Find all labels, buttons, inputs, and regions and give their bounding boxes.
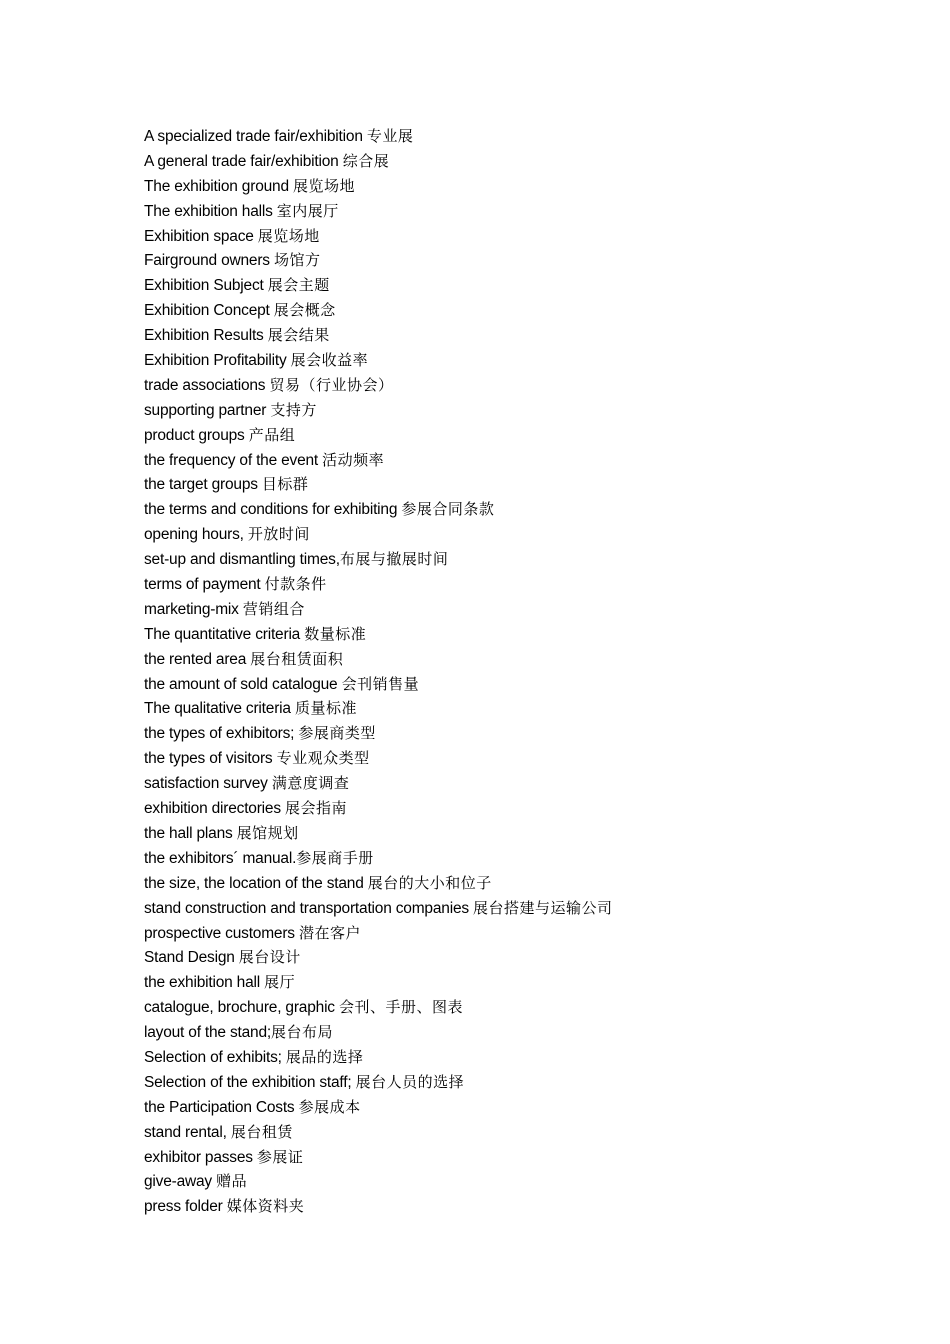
term-chinese: 满意度调查: [271, 774, 350, 793]
glossary-entry: [144, 921, 613, 946]
term-english: Selection of exhibits;: [144, 1048, 286, 1066]
term-chinese: 展台的大小和位子: [367, 873, 492, 892]
term-english: Exhibition space: [144, 227, 258, 245]
glossary-entry: [144, 248, 613, 273]
term-chinese: 展台租赁面积: [250, 649, 344, 668]
glossary-entry: [144, 348, 613, 373]
term-english: exhibition directories: [144, 800, 286, 818]
term-chinese: 展会指南: [285, 799, 348, 818]
glossary-entry: [144, 572, 613, 597]
term-chinese: 开放时间: [247, 525, 310, 544]
glossary-entry: [144, 696, 613, 721]
term-english: satisfaction survey: [144, 775, 272, 793]
term-chinese: 参展合同条款: [401, 500, 495, 519]
glossary-entry: [144, 522, 613, 547]
term-english: supporting partner: [144, 401, 271, 419]
term-chinese: 贸易（行业协会）: [269, 375, 394, 394]
term-chinese: 展览场地: [257, 226, 320, 245]
term-english: opening hours,: [144, 526, 248, 544]
term-chinese: 活动频率: [322, 450, 385, 469]
term-chinese: 媒体资料夹: [226, 1197, 305, 1216]
glossary-entry: [144, 273, 613, 298]
term-english: the amount of sold catalogue: [144, 675, 342, 693]
term-chinese: 展会收益率: [290, 351, 369, 370]
term-english: the terms and conditions for exhibiting: [144, 501, 402, 519]
term-chinese: 展台布局: [270, 1023, 333, 1042]
term-english: terms of payment: [144, 576, 265, 594]
glossary-entry: [144, 970, 613, 995]
term-chinese: 参展商手册: [296, 848, 374, 867]
term-chinese: 展会结果: [267, 326, 330, 345]
term-english: press folder: [144, 1198, 227, 1216]
term-chinese: 展览场地: [292, 176, 355, 195]
glossary-entry: [144, 995, 613, 1020]
term-english: Exhibition Concept: [144, 302, 274, 320]
term-chinese: 综合展: [342, 151, 390, 170]
term-english: the frequency of the event: [144, 451, 323, 469]
glossary-entry: [144, 647, 613, 672]
glossary-entry: [144, 547, 613, 572]
glossary-entry: [144, 1045, 613, 1070]
term-english: the size, the location of the stand: [144, 874, 368, 892]
term-english: Fairground owners: [144, 252, 274, 270]
glossary-entry: [144, 323, 613, 348]
term-chinese: 会刊、手册、图表: [338, 998, 463, 1017]
term-english: Exhibition Subject: [144, 277, 268, 295]
term-english: the exhibition hall: [144, 974, 265, 992]
glossary-entry: [144, 149, 613, 174]
term-chinese: 场馆方: [273, 251, 321, 270]
term-english: prospective customers: [144, 924, 299, 942]
glossary-entry: [144, 672, 613, 697]
term-english: The quantitative criteria: [144, 625, 305, 643]
term-english: the target groups: [144, 476, 262, 494]
term-chinese: 展台设计: [238, 948, 301, 967]
term-chinese: 展台搭建与运输公司: [473, 898, 613, 917]
term-chinese: 产品组: [248, 425, 296, 444]
glossary-entry: [144, 771, 613, 796]
term-chinese: 潜在客户: [298, 923, 361, 942]
glossary-entry: [144, 746, 613, 771]
glossary-entry: [144, 1169, 613, 1194]
term-english: stand rental,: [144, 1123, 231, 1141]
term-english: A specialized trade fair/exhibition: [144, 128, 367, 145]
term-chinese: 专业展: [366, 127, 414, 145]
term-chinese: 展台人员的选择: [355, 1072, 465, 1091]
glossary-entry: [144, 1020, 613, 1045]
glossary-entry: [144, 846, 613, 871]
term-chinese: 展会主题: [267, 276, 330, 295]
term-chinese: 营销组合: [242, 599, 305, 618]
glossary-entry: [144, 124, 613, 149]
term-english: the Participation Costs: [144, 1098, 299, 1116]
term-chinese: 参展商类型: [298, 724, 376, 743]
term-english: The exhibition halls: [144, 202, 277, 220]
term-english: Exhibition Results: [144, 327, 268, 345]
term-english: the rented area: [144, 650, 251, 668]
term-english: Exhibition Profitability: [144, 352, 291, 370]
term-chinese: 室内展厅: [276, 201, 339, 220]
term-english: The qualitative criteria: [144, 700, 295, 718]
term-english: the exhibitors´ manual.: [144, 849, 297, 867]
term-chinese: 布展与撤展时间: [339, 550, 449, 569]
term-chinese: 质量标准: [294, 699, 357, 718]
glossary-entry: [144, 1145, 613, 1170]
term-chinese: 展厅: [264, 973, 296, 992]
term-english: set-up and dismantling times,: [144, 551, 340, 569]
term-english: Selection of the exhibition staff;: [144, 1073, 356, 1091]
glossary-entry: [144, 1070, 613, 1095]
term-english: trade associations: [144, 376, 270, 394]
term-english: the types of exhibitors;: [144, 725, 299, 743]
term-chinese: 付款条件: [264, 575, 327, 594]
term-chinese: 参展证: [256, 1147, 304, 1166]
term-chinese: 数量标准: [304, 624, 367, 643]
glossary-entry: [144, 398, 613, 423]
glossary-entry: [144, 174, 613, 199]
glossary-entry: [144, 597, 613, 622]
glossary-entry: [144, 945, 613, 970]
term-english: exhibitor passes: [144, 1148, 257, 1166]
glossary-entry: [144, 448, 613, 473]
term-chinese: 目标群: [261, 475, 309, 494]
glossary-entry: [144, 298, 613, 323]
glossary-entry: [144, 821, 613, 846]
term-english: layout of the stand;: [144, 1024, 271, 1042]
term-english: A general trade fair/exhibition: [144, 152, 343, 170]
glossary-entry: [144, 373, 613, 398]
glossary-entry: [144, 1194, 613, 1219]
term-chinese: 支持方: [270, 400, 317, 419]
glossary-entry: [144, 224, 613, 249]
term-chinese: 展台租赁: [230, 1122, 293, 1141]
term-chinese: 展品的选择: [285, 1047, 364, 1066]
glossary-entry: [144, 497, 613, 522]
term-chinese: 展馆规划: [236, 823, 299, 842]
term-chinese: 赠品: [216, 1172, 248, 1191]
glossary-entry: [144, 896, 613, 921]
term-english: product groups: [144, 426, 249, 444]
term-english: give-away: [144, 1173, 217, 1191]
glossary-entry: [144, 622, 613, 647]
glossary-entry: [144, 721, 613, 746]
glossary-entry: [144, 199, 613, 224]
term-chinese: 会刊销售量: [341, 674, 420, 693]
glossary-entry: [144, 1095, 613, 1120]
glossary-entry: [144, 796, 613, 821]
term-chinese: 参展成本: [298, 1097, 361, 1116]
term-english: stand construction and transportation companies: [144, 899, 474, 917]
term-chinese: 展会概念: [273, 301, 336, 320]
term-english: catalogue, brochure, graphic: [144, 999, 339, 1017]
glossary-entry: [144, 1120, 613, 1145]
glossary-entry: [144, 472, 613, 497]
term-english: The exhibition ground: [144, 177, 293, 195]
term-chinese: 专业观众类型: [276, 749, 370, 768]
term-english: marketing-mix: [144, 600, 243, 618]
term-english: the hall plans: [144, 824, 237, 842]
glossary-entry: [144, 871, 613, 896]
glossary-entry: [144, 423, 613, 448]
term-english: the types of visitors: [144, 750, 277, 768]
glossary-list: [144, 124, 613, 1219]
term-english: Stand Design: [144, 949, 239, 967]
